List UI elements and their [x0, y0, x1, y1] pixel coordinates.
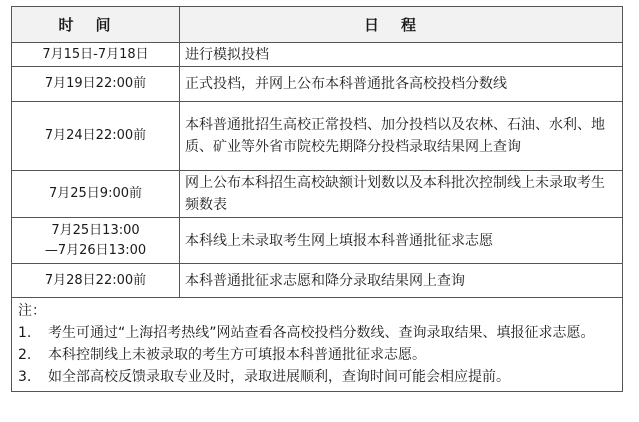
time-cell: 7月24日22:00前 [12, 102, 180, 171]
schedule-cell: 进行模拟投档 [180, 43, 623, 67]
schedule-cell: 本科普通批招生高校正常投档、加分投档以及农林、石油、水利、地质、矿业等外省市院校先期降分投档录取结果网上查询 [180, 102, 623, 171]
header-time: 时间 [12, 7, 180, 43]
note-text: 考生可通过“上海招考热线”网站查看各高校投档分数线、查询录取结果、填报征求志愿。 [48, 325, 595, 341]
notes-title: 注： [18, 303, 46, 319]
time-cell [12, 218, 180, 264]
time-cell: 7月19日22:00前 [12, 67, 180, 102]
note-item [18, 322, 616, 344]
note-number: 1. [18, 325, 32, 341]
admission-schedule-table [11, 6, 623, 392]
note-text: 如全部高校反馈录取专业及时，录取进展顺利，查询时间可能会相应提前。 [48, 369, 510, 385]
note-text: 本科控制线上未被录取的考生方可填报本科普通批征求志愿。 [48, 347, 426, 363]
time-range-start: 7月25日13:00 [51, 222, 140, 238]
schedule-cell: 本科线上未录取考生网上填报本科普通批征求志愿 [180, 218, 623, 264]
table-row [12, 218, 623, 264]
time-cell: 7月25日9:00前 [12, 171, 180, 218]
table-row [12, 171, 623, 218]
schedule-cell: 正式投档，并网上公布本科普通批各高校投档分数线 [180, 67, 623, 102]
note-number: 2. [18, 347, 32, 363]
time-range-end: —7月26日13:00 [44, 242, 147, 258]
table-row [12, 102, 623, 171]
table-row [12, 264, 623, 298]
table-row [12, 67, 623, 102]
note-item [18, 366, 616, 388]
notes-row [12, 298, 623, 392]
schedule-cell: 本科普通批征求志愿和降分录取结果网上查询 [180, 264, 623, 298]
notes-cell [12, 298, 623, 392]
schedule-cell: 网上公布本科招生高校缺额计划数以及本科批次控制线上未录取考生频数表 [180, 171, 623, 218]
note-number: 3. [18, 369, 32, 385]
header-schedule: 日程 [180, 7, 623, 43]
time-cell: 7月15日-7月18日 [12, 43, 180, 67]
time-cell: 7月28日22:00前 [12, 264, 180, 298]
table-header-row [12, 7, 623, 43]
table-row [12, 43, 623, 67]
note-item [18, 344, 616, 366]
